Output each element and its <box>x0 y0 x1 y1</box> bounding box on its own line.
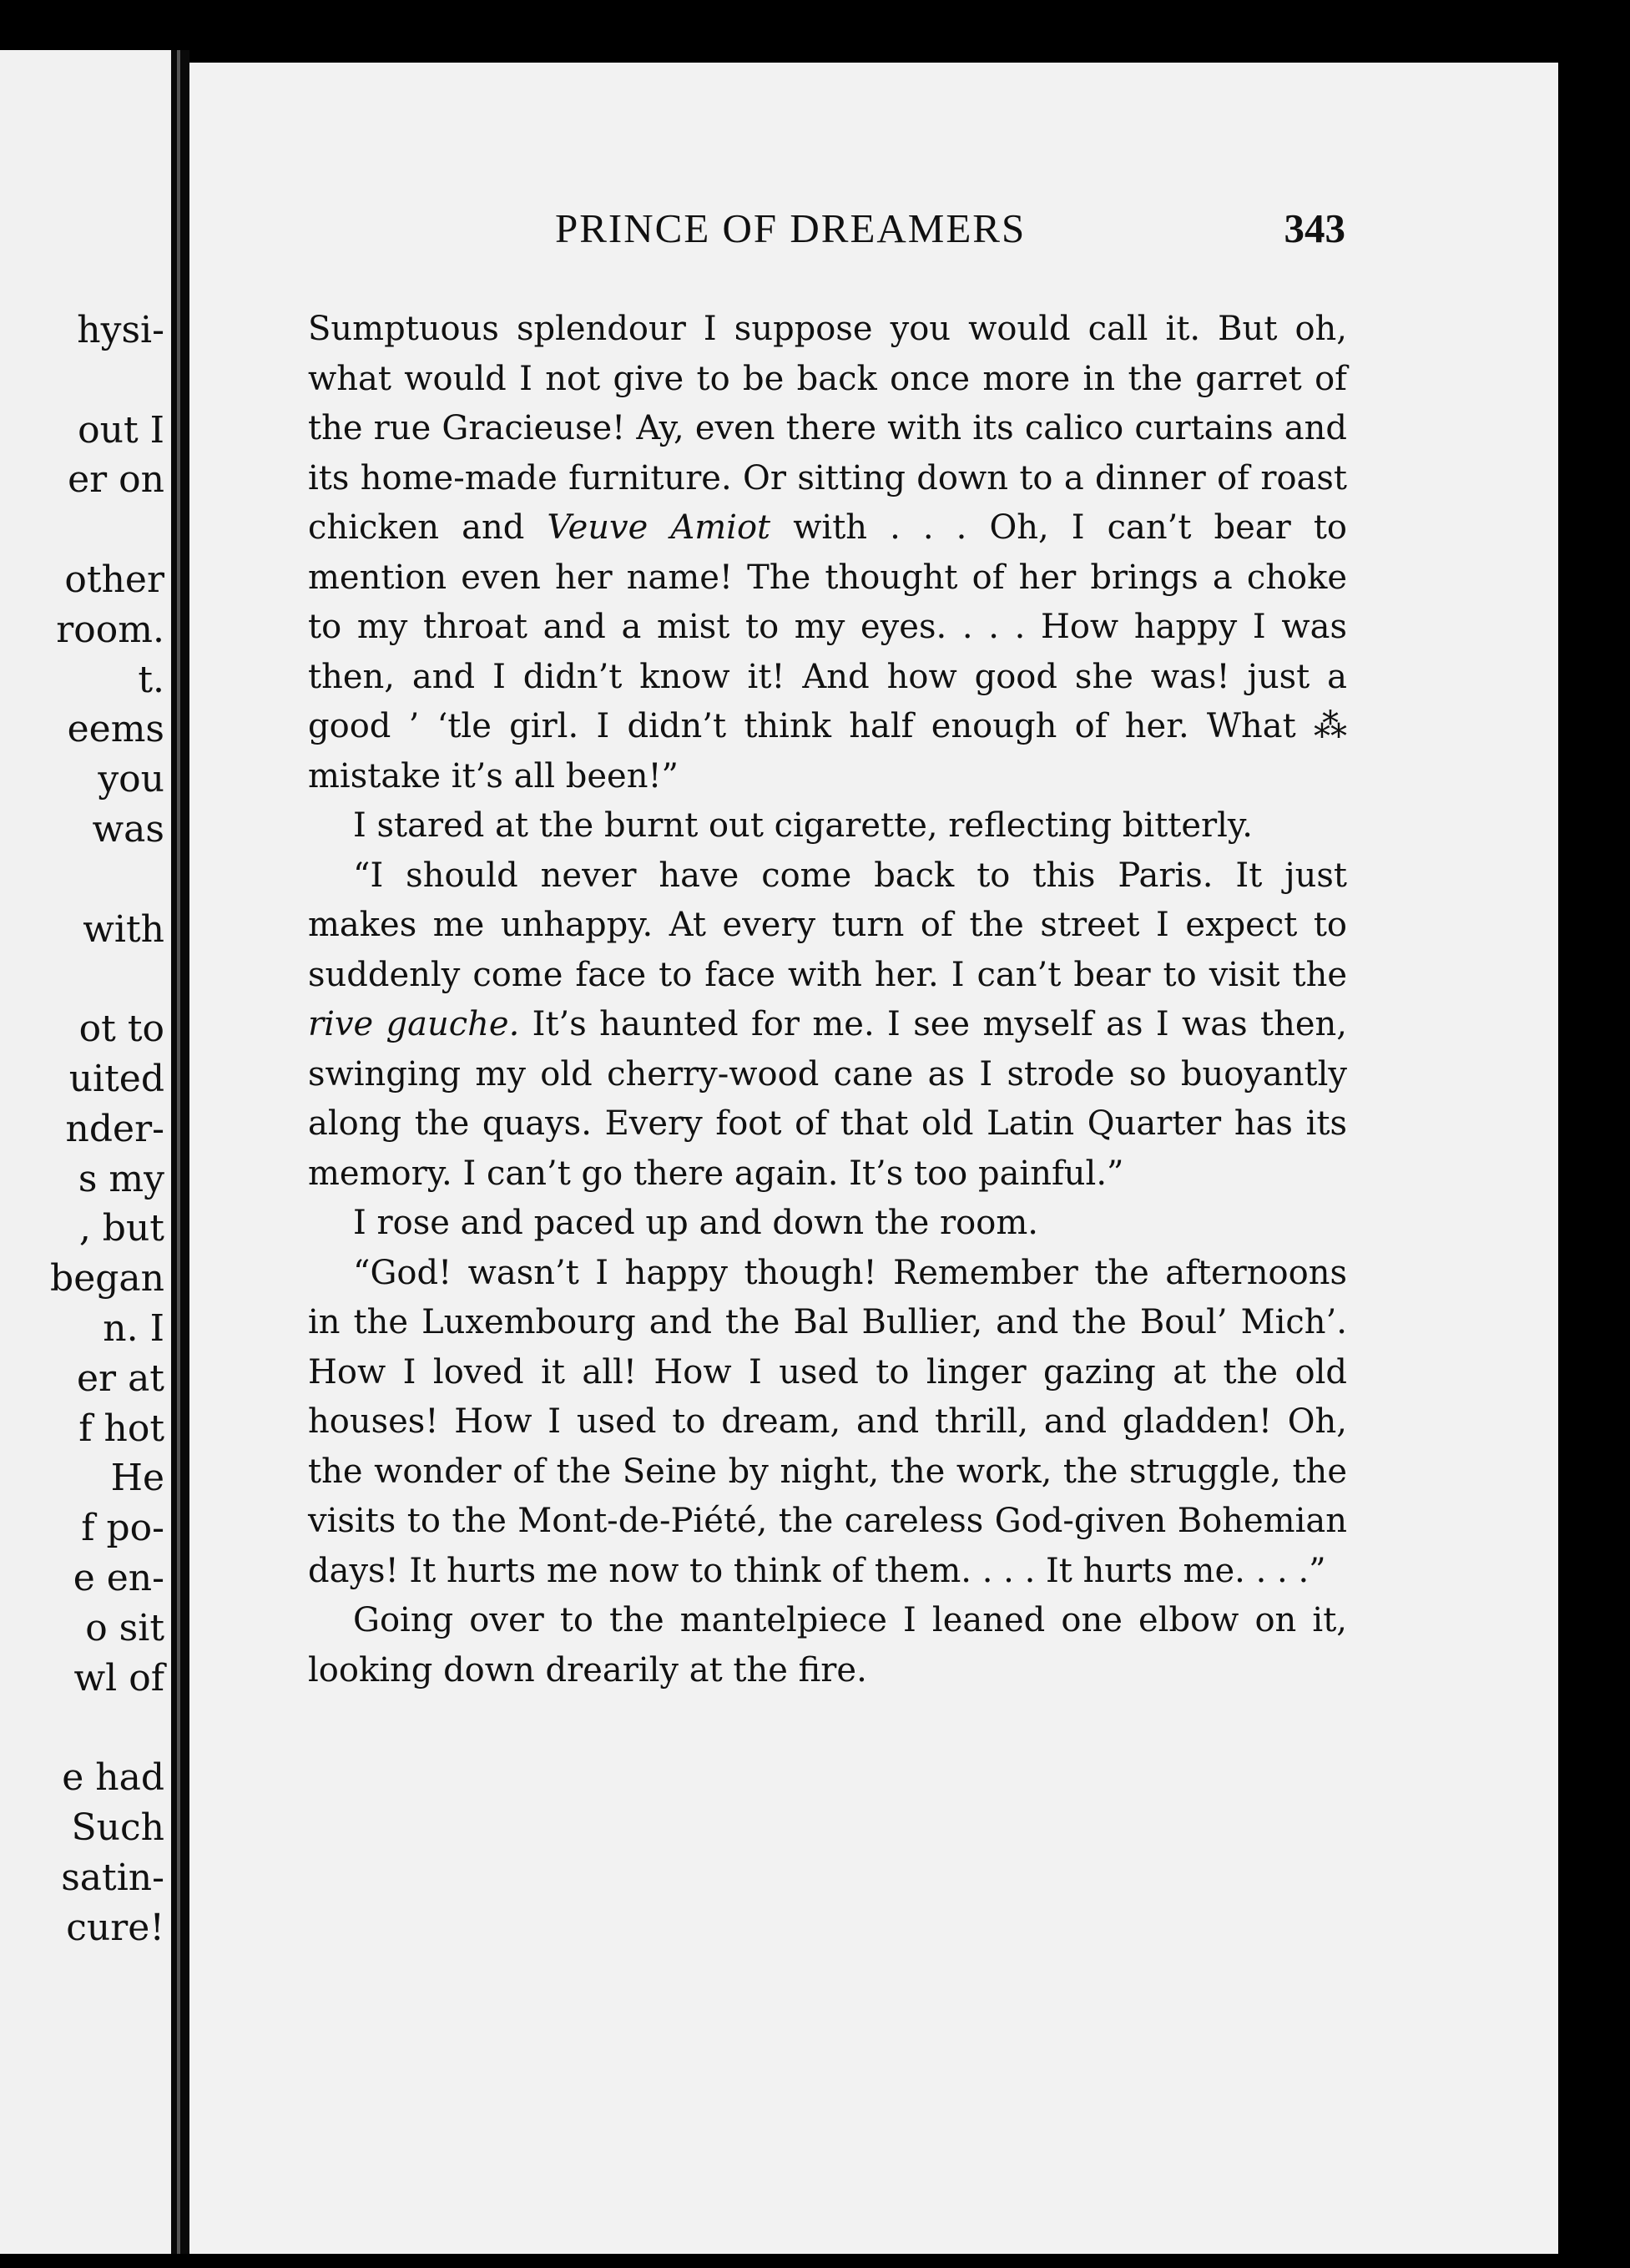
facing-page-line: ot to <box>78 1008 164 1051</box>
facing-page-line: f hot <box>78 1407 164 1450</box>
facing-page-line: began <box>50 1257 164 1301</box>
gutter-rule <box>177 50 180 2254</box>
page-number: 343 <box>1284 205 1345 251</box>
facing-page-line: e en- <box>73 1557 164 1599</box>
facing-page-line: satin- <box>61 1856 164 1899</box>
body-text <box>308 305 1347 1695</box>
facing-page-line: wl of <box>73 1656 164 1700</box>
paragraph: “God! wasn’t I happy though! Remember the afternoons in the Luxembourg and the Bal Bullier, and the Boul’ Mich’. How I loved it all! How I used to linger gazing at the old houses! How I used to dream, and thrill, and gladden! Oh, the wonder of the Seine by night, the work, the struggle, the visits to the Mont-de-Piété, the careless God-given Bohemian days! It hurts me now to think of them. . . . It hurts me. . . .” <box>308 1253 1347 1590</box>
facing-page-line: eems <box>67 708 164 751</box>
book-page <box>189 63 1558 2254</box>
paragraph: Sumptuous splendour I suppose you would call it. But oh, what would I not give to be back once more in the garret of the rue Gracieuse! Ay, even there with its calico curtains and its home-made furniture. Or sitting down to a dinner of roast chicken and Veuve Amiot with . . . Oh, I can’t bear to mention even her name! The thought of her brings a choke to my throat and a mist to my eyes. . . . How happy I was then, and I didn’t know it! And how good she was! just a good ’ ‘tle girl. I didn’t think half enough of her. What ⁂ mistake it’s all been!” <box>308 310 1347 796</box>
paragraph: I stared at the burnt out cigarette, reflecting bitterly. <box>353 806 1253 845</box>
facing-page-line: e had <box>62 1756 164 1800</box>
facing-page-line: f po- <box>81 1507 164 1550</box>
book-gutter <box>171 50 189 2254</box>
paragraph: “I should never have come back to this Paris. It just makes me unhappy. At every turn of the street I expect to suddenly come face to face with her. I can’t bear to visit the rive gauche. It’s haunted for me. I see myself as I was then, swinging my old cherry-wood cane as I strode so buoyantly along the quays. Every foot of that old Latin Quarter has its memory. I can’t go there again. It’s too painful.” <box>308 856 1347 1193</box>
running-head <box>189 205 1558 263</box>
facing-page-line: with <box>83 907 164 951</box>
facing-page-line: t. <box>138 658 164 701</box>
facing-page-fragment <box>0 50 171 2254</box>
facing-page-line: cure! <box>66 1906 164 1949</box>
facing-page-line: room. <box>56 608 164 651</box>
facing-page-line: other <box>64 558 164 601</box>
paragraph: Going over to the mantelpiece I leaned one elbow on it, looking down drearily at the fire. <box>308 1601 1347 1690</box>
facing-page-line: , but <box>78 1207 164 1250</box>
facing-page-line: was <box>92 808 164 851</box>
facing-page-line: He <box>110 1457 164 1500</box>
facing-page-line: Such <box>71 1806 164 1849</box>
facing-page-line: you <box>98 758 164 801</box>
facing-page-line: hysi- <box>77 309 164 351</box>
facing-page-line: nder- <box>65 1107 164 1150</box>
facing-page-line: out I <box>78 408 164 452</box>
running-title: PRINCE OF DREAMERS <box>555 205 1027 251</box>
facing-page-line: uited <box>68 1058 164 1100</box>
facing-page-line: o sit <box>85 1606 164 1649</box>
paragraph: I rose and paced up and down the room. <box>353 1204 1038 1242</box>
facing-page-line: er at <box>77 1356 164 1400</box>
facing-page-line: er on <box>68 458 164 502</box>
facing-page-line: s my <box>78 1157 164 1200</box>
facing-page-line: n. I <box>103 1307 164 1350</box>
